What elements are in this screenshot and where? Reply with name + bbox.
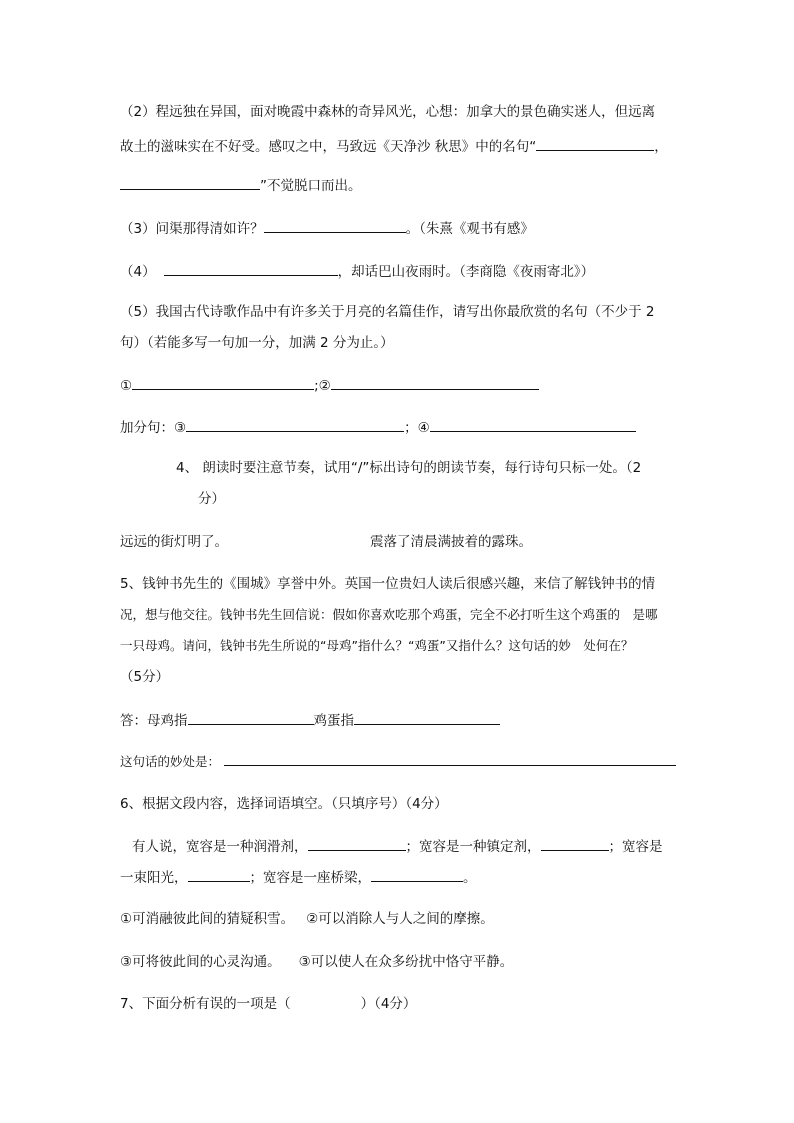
q2-line2 [120,137,668,156]
ans-mid: 鸡蛋指 [313,713,354,729]
q2-line3 [120,176,362,195]
q3-line [120,219,534,238]
s7-b: ）（4分） [360,996,417,1012]
answer-blank[interactable] [164,262,338,276]
bonus-mark4: ④ [417,420,430,436]
answer-blank[interactable] [224,752,676,766]
answer-blank[interactable] [331,376,539,390]
s6-opt2: ②可以消除人与人之间的摩擦。 [306,911,494,927]
answer-blank[interactable] [430,418,636,432]
bonus-line [120,418,636,437]
answer-blank[interactable] [132,376,314,390]
answer-blank[interactable] [188,711,314,725]
s6-para2 [120,868,477,887]
ans-line2-label: 这句话的妙处是： [120,754,221,769]
s5-line1: 5、钱钟书先生的《围城》享誉中外。英国一位贵妇人读后很感兴趣，来信了解钱钟书的情 [120,576,656,592]
answer-blank[interactable] [188,868,250,882]
s6-para1 [132,837,663,856]
q2-line1: （2）程远独在异国，面对晚霞中森林的奇异风光，心想：加拿大的景色确实迷人，但远离 [120,104,656,120]
s6-options-row2 [120,953,513,971]
q5-answer-line [120,376,539,395]
q5-line1: （5）我国古代诗歌作品中有许多关于月亮的名篇佳作，请写出你最欣赏的名句（不少于 2 [120,304,655,320]
answer-line2 [120,752,676,771]
s6-p2-b: ；宽容是一座桥梁， [249,870,371,886]
s4-line1: 4、 朗读时要注意节奏，试用“/”标出诗句的朗读节奏，每行诗句只标一处。（2 [176,460,642,476]
s7-line [120,995,416,1013]
poem-left: 远远的街灯明了。 [120,534,228,550]
answer-blank[interactable] [264,219,406,233]
bonus-sep: ； [404,420,418,436]
q5-mark2: ② [318,378,331,394]
s6-p1-c: ；宽容是 [608,839,663,855]
q5-mark1: ① [120,378,133,394]
q2-line2-end: ， [654,139,668,155]
s6-p2-a: 一束阳光， [120,870,188,886]
answer-blank[interactable] [120,176,260,190]
q2-line2-text: 故土的滋味实在不好受。感叹之中，马致远《天净沙 秋思》中的名句“ [120,139,537,155]
q4-line [120,262,594,281]
answer-blank[interactable] [536,137,654,151]
s7-a: 7、下面分析有误的一项是（ [120,996,291,1012]
answer-blank[interactable] [541,837,609,851]
s6-p1-a: 有人说，宽容是一种润滑剂， [132,839,308,855]
answer-blank[interactable] [371,868,463,882]
answer-blank[interactable] [186,418,404,432]
q3-suffix: 。（朱熹《观书有感》 [405,221,534,237]
q4-prefix: （4） [120,264,156,280]
q2-line3-text: ”不觉脱口而出。 [260,178,362,194]
s6-opt3: ③可将彼此间的心灵沟通。 [120,954,281,970]
ans-label: 答：母鸡指 [120,713,188,729]
q5-sep: ; [314,378,319,394]
s4-line2: 分） [198,491,225,507]
s6-opt1: ①可消融彼此间的猜疑积雪。 [120,911,295,927]
q5-line2: 句）（若能多写一句加一分，加满 2 分为止。） [120,335,394,351]
s6-p2-c: 。 [463,870,477,886]
s5-line2: 况，想与他交往。钱钟书先生回信说：假如你喜欢吃那个鸡蛋，完全不必打听生这个鸡蛋的 是哪 [120,607,658,622]
s5-line4: （5分） [120,669,170,685]
answer-line [120,711,500,730]
s5-line3: 一只母鸡。请问，钱钟书先生所说的“母鸡”指什么？“鸡蛋”又指什么？这句话的妙 处何在？ [120,638,634,653]
bonus-label: 加分句：③ [120,420,187,436]
s6-p1-b: ；宽容是一种镇定剂， [405,839,541,855]
answer-blank[interactable] [308,837,406,851]
q4-suffix: ，却话巴山夜雨时。（李商隐《夜雨寄北》） [337,264,595,280]
answer-blank[interactable] [354,711,500,725]
s6-opt4: ③可以使人在众多纷扰中恪守平静。 [298,954,514,970]
s6-options-row1 [120,910,494,928]
q3-prefix: （3）问渠那得清如许？ [120,221,264,237]
s6-title: 6、根据文段内容，选择词语填空。（只填序号）（4分） [120,796,448,812]
poem-right: 震落了清晨满披着的露珠。 [370,534,532,550]
